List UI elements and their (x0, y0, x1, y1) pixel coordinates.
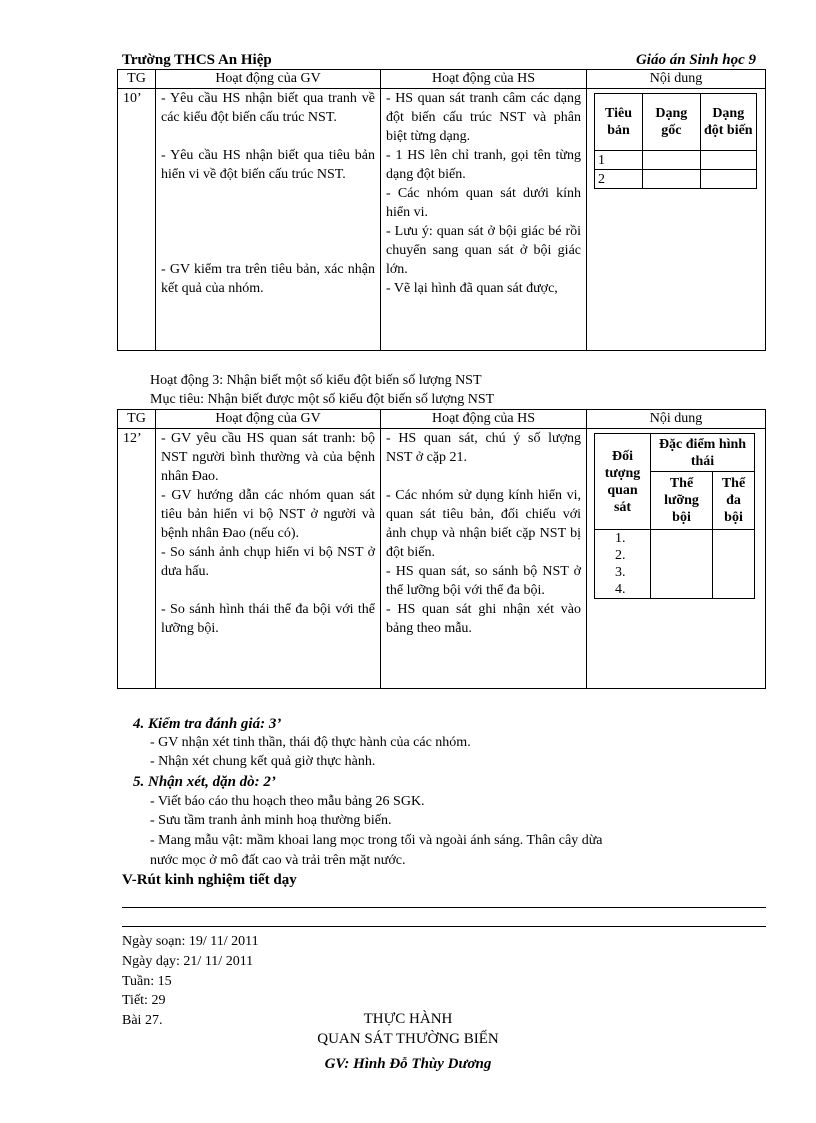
gv-activity: - So sánh ảnh chụp hiển vi bộ NST ở dưa hấu. (161, 545, 375, 579)
col-tieu-ban: Tiêu bản (595, 94, 643, 151)
rut-kinh-nghiem: V-Rút kinh nghiệm tiết dạy (122, 872, 297, 888)
hs-activity: - Các nhóm sử dụng kính hiển vi, quan sát tiêu bản, đối chiếu với ảnh chụp và nhận biết cặp NST bị đột biến. (386, 488, 581, 560)
table-row: 4. (615, 582, 626, 597)
gv-activities-cell (156, 89, 381, 351)
table-row: 2 (595, 170, 643, 189)
header-tg: TG (118, 70, 156, 89)
gv-activity: - So sánh hình thái thể đa bội với thể lưỡng bội. (161, 602, 375, 636)
divider (122, 907, 766, 908)
header-gv: Hoạt động của GV (156, 410, 381, 429)
table-row: 3. (615, 565, 626, 580)
time-cell: 12’ (118, 429, 156, 689)
observation-rows (595, 530, 651, 599)
col-dang-goc: Dạng gốc (643, 94, 700, 151)
time-cell: 10’ (118, 89, 156, 351)
school-name: Trường THCS An Hiệp (122, 52, 272, 68)
header-hs: Hoạt động của HS (381, 410, 587, 429)
ngay-soan: Ngày soạn: 19/ 11/ 2011 (122, 934, 259, 949)
observation-table (594, 93, 757, 189)
hs-activity: - 1 HS lên chỉ tranh, gọi tên từng dạng đột biến. (386, 148, 581, 182)
col-doi-tuong: Đối tượng quan sát (595, 434, 651, 530)
hs-activity: - HS quan sát, chú ý số lượng NST ở cặp 21. (386, 431, 581, 465)
tiet: Tiết: 29 (122, 993, 166, 1008)
morphology-table (594, 433, 755, 599)
hs-activity: - Các nhóm quan sát dưới kính hiển vi. (386, 186, 581, 220)
table-row: 1 (595, 151, 643, 170)
section5-title: 5. Nhận xét, dặn dò: 2’ (133, 774, 276, 790)
header-gv: Hoạt động của GV (156, 70, 381, 89)
lesson-table-2 (117, 409, 766, 689)
lesson-table-1 (117, 69, 766, 351)
section4-item: - Nhận xét chung kết quả giờ thực hành. (150, 754, 376, 769)
section5-item: - Viết báo cáo thu hoạch theo mẫu bảng 26 SGK. (150, 794, 425, 809)
header-nd: Nội dung (587, 70, 766, 89)
content-cell (587, 429, 766, 689)
header-hs: Hoạt động của HS (381, 70, 587, 89)
gv-activities-cell (156, 429, 381, 689)
activity3-goal: Mục tiêu: Nhận biết được một số kiểu đột biến số lượng NST (150, 392, 495, 407)
col-dac-diem: Đặc điểm hình thái (651, 434, 755, 472)
divider (122, 926, 766, 927)
activity3-title: Hoạt động 3: Nhận biết một số kiểu đột biến số lượng NST (150, 373, 482, 388)
teacher-name: GV: Hình Đỗ Thùy Dương (324, 1056, 492, 1072)
header-nd: Nội dung (587, 410, 766, 429)
hs-activity: - HS quan sát, so sánh bộ NST ở thể lưỡng bội với thể đa bội. (386, 564, 581, 598)
lesson-subtitle: QUAN SÁT THƯỜNG BIẾN (317, 1031, 499, 1047)
col-the-da-boi: Thể đa bội (713, 472, 755, 530)
section4-item: - GV nhận xét tinh thần, thái độ thực hành của các nhóm. (150, 735, 471, 750)
hs-activity: - HS quan sát tranh câm các dạng đột biến cấu trúc NST và phân biệt từng dạng. (386, 91, 581, 144)
tuan: Tuần: 15 (122, 974, 172, 989)
section4-title: 4. Kiểm tra đánh giá: 3’ (133, 716, 282, 732)
section5-item: - Mang mẫu vật: mầm khoai lang mọc trong tối và ngoài ánh sáng. Thân cây dừa (150, 833, 603, 848)
content-cell (587, 89, 766, 351)
gv-activity: - Yêu cầu HS nhận biết qua tiêu bản hiển vi về đột biến cấu trúc NST. (161, 148, 375, 182)
col-the-luong-boi: Thể lưỡng bội (651, 472, 713, 530)
bai: Bài 27. (122, 1013, 163, 1028)
section5-item: - Sưu tầm tranh ảnh minh hoạ thường biến. (150, 813, 392, 828)
document-title: Giáo án Sinh học 9 (635, 52, 756, 68)
hs-activity: - Lưu ý: quan sát ở bội giác bé rồi chuyển sang quan sát ở bội giác lớn. (386, 224, 581, 277)
hs-activities-cell (381, 89, 587, 351)
gv-activity: - GV hướng dẫn các nhóm quan sát tiêu bản hiển vi bộ NST ở người và bệnh nhân Đao (nếu có). (161, 488, 375, 541)
hs-activities-cell (381, 429, 587, 689)
table-row: 1. (615, 531, 626, 546)
section5-item: nước mọc ở mô đất cao và trải trên mặt nước. (150, 853, 406, 868)
ngay-day: Ngày dạy: 21/ 11/ 2011 (122, 954, 254, 969)
header-tg: TG (118, 410, 156, 429)
table-row: 2. (615, 548, 626, 563)
hs-activity: - Vẽ lại hình đã quan sát được, (386, 281, 558, 296)
col-dang-dot-bien: Dạng đột biến (700, 94, 756, 151)
hs-activity: - HS quan sát ghi nhận xét vào bảng theo mẫu. (386, 602, 581, 636)
gv-activity: - GV yêu cầu HS quan sát tranh: bộ NST người bình thường và của bệnh nhân Đao. (161, 431, 375, 484)
gv-activity: - Yêu cầu HS nhận biết qua tranh về các kiểu đột biến cấu trúc NST. (161, 91, 375, 125)
lesson-title: THỰC HÀNH (363, 1011, 453, 1027)
gv-activity: - GV kiểm tra trên tiêu bản, xác nhận kết quả của nhóm. (161, 262, 375, 296)
